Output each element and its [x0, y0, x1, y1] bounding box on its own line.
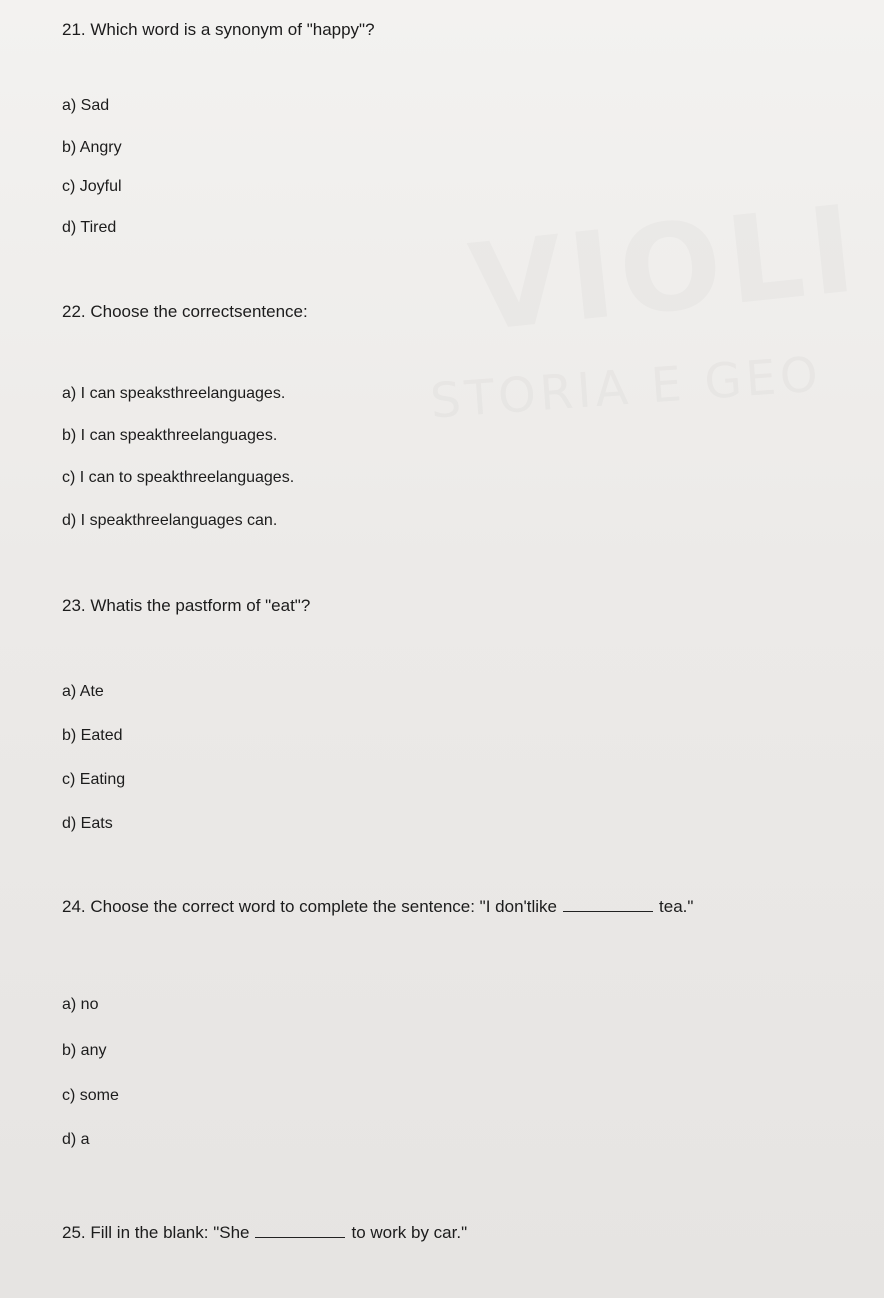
option-22-d: d) I speakthreelanguages can.: [62, 512, 278, 529]
option-23-b: b) Eated: [62, 727, 123, 744]
question-22: 22. Choose the correctsentence:: [62, 302, 308, 321]
option-24-c: c) some: [62, 1087, 119, 1104]
option-22-c: c) I can to speakthreelanguages.: [62, 469, 295, 486]
background-watermark: VIOLI: [463, 179, 867, 360]
question-25-text-before: 25. Fill in the blank: "She: [62, 1223, 250, 1242]
option-24-b: b) any: [62, 1042, 107, 1059]
option-22-b: b) I can speakthreelanguages.: [62, 427, 278, 444]
question-24-blank: [563, 910, 653, 912]
option-21-a: a) Sad: [62, 97, 110, 114]
option-24-a: a) no: [62, 996, 99, 1013]
question-24-text-before: 24. Choose the correct word to complete the sentence: "I don'tlike: [62, 897, 558, 916]
option-23-a: a) Ate: [62, 683, 104, 700]
question-24: [62, 897, 693, 917]
question-21: 21. Which word is a synonym of "happy"?: [62, 20, 375, 39]
option-21-d: d) Tired: [62, 219, 117, 236]
option-22-a: a) I can speaksthreelanguages.: [62, 385, 286, 402]
option-21-c: c) Joyful: [62, 178, 122, 195]
option-23-d: d) Eats: [62, 815, 113, 832]
question-25-blank: [255, 1236, 345, 1238]
option-23-c: c) Eating: [62, 771, 126, 788]
question-24-text-after: tea.": [659, 897, 694, 916]
question-23: 23. Whatis the pastform of "eat"?: [62, 596, 311, 615]
question-25: [62, 1223, 467, 1243]
question-25-text-after: to work by car.": [351, 1223, 468, 1242]
option-21-b: b) Angry: [62, 139, 122, 156]
background-watermark-subtitle: STORIA E GEO: [428, 346, 824, 430]
option-24-d: d) a: [62, 1131, 90, 1148]
